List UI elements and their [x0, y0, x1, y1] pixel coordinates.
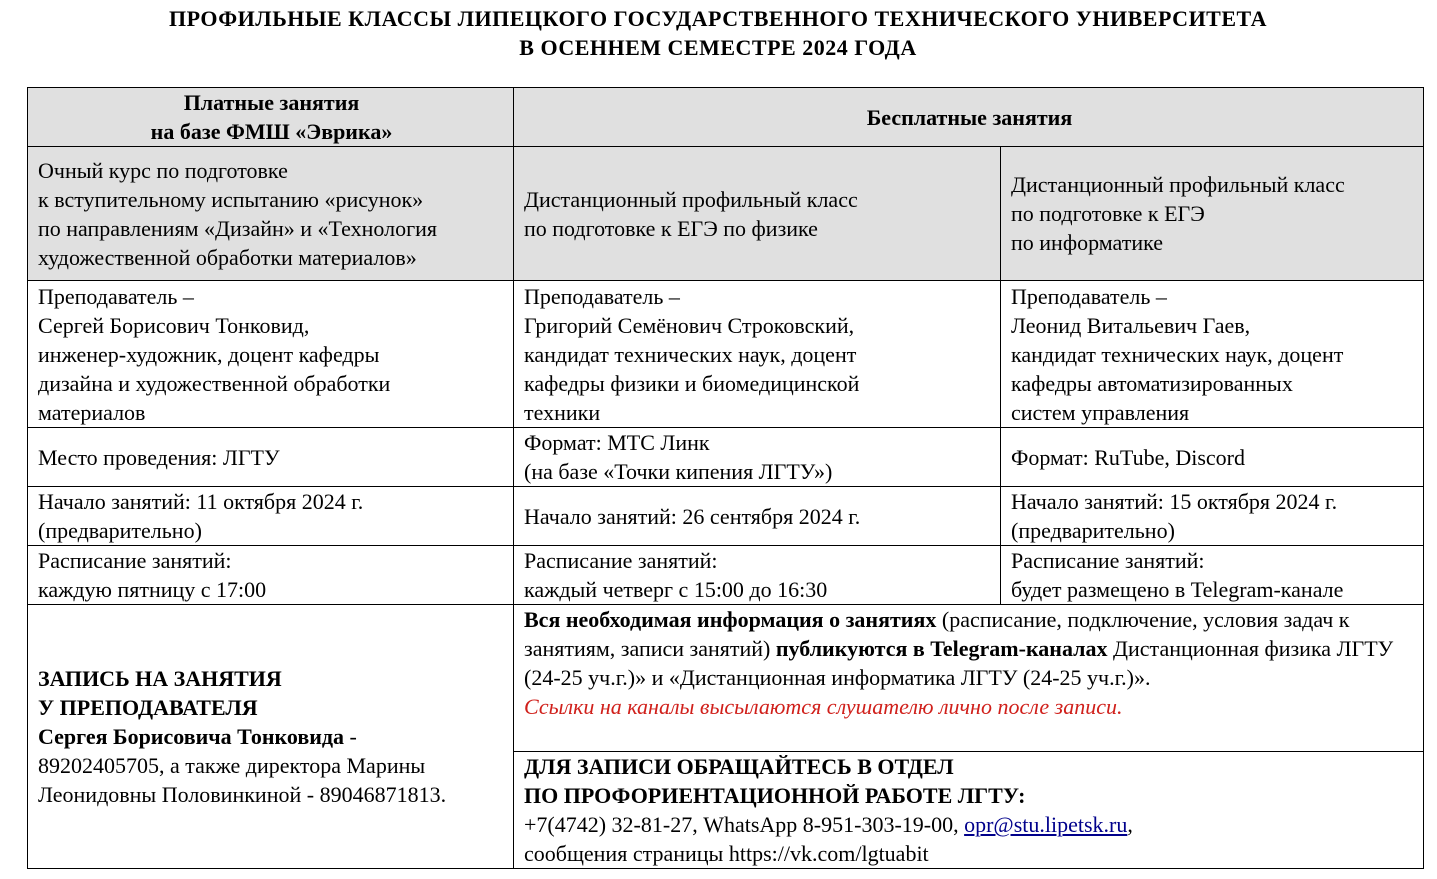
- venue-informatics: Формат: RuTube, Discord: [1001, 428, 1424, 487]
- paid-header-line-1: Платные занятия: [183, 90, 360, 115]
- info-cell: Вся необходимая информация о занятиях (расписание, подключение, условия задач к занятиям, записи занятий) публикуются в Telegram-каналах Дистанционная физика ЛГТУ (24-25 уч.г.)» и «Дистанционная информатика ЛГТУ (24-25 уч.г.)». Ссылки на каналы высылаются слушателю лично после записи.: [514, 605, 1424, 752]
- course-drawing: Очный курс по подготовке к вступительному испытанию «рисунок» по направлениям «Дизайн» и «Технология художественной обработки материалов»: [28, 147, 514, 281]
- course-row: [28, 147, 1424, 281]
- venue-row: [28, 428, 1424, 487]
- venue-drawing: Место проведения: ЛГТУ: [28, 428, 514, 487]
- contact-heading-1: ДЛЯ ЗАПИСИ ОБРАЩАЙТЕСЬ В ОТДЕЛ: [524, 754, 954, 779]
- course-physics: Дистанционный профильный класс по подготовке к ЕГЭ по физике: [514, 147, 1001, 281]
- contact-phones: +7(4742) 32-81-27, WhatsApp 8-951-303-19-00,: [524, 812, 965, 837]
- channel-links-note: Ссылки на каналы высылаются слушателю лично после записи.: [524, 694, 1123, 719]
- start-row: [28, 487, 1424, 546]
- enroll-heading-1: ЗАПИСЬ НА ЗАНЯТИЯ: [38, 666, 282, 691]
- title-line-1: ПРОФИЛЬНЫЕ КЛАССЫ ЛИПЕЦКОГО ГОСУДАРСТВЕННОГО ТЕХНИЧЕСКОГО УНИВЕРСИТЕТА: [168, 6, 1267, 31]
- classes-table: [27, 87, 1424, 869]
- teacher-row: [28, 281, 1424, 428]
- vk-contact: сообщения страницы https://vk.com/lgtuabit: [524, 841, 929, 866]
- schedule-informatics: Расписание занятий: будет размещено в Telegram-канале: [1001, 546, 1424, 605]
- paid-header-line-2: на базе ФМШ «Эврика»: [150, 119, 393, 144]
- contact-cell: ДЛЯ ЗАПИСИ ОБРАЩАЙТЕСЬ В ОТДЕЛ ПО ПРОФОРИЕНТАЦИОННОЙ РАБОТЕ ЛГТУ: +7(4742) 32-81-27, WhatsApp 8-951-303-19-00, opr@stu.lipetsk.ru, сообщения страницы https://vk.com/lgtuabit: [514, 752, 1424, 869]
- enroll-heading-2: У ПРЕПОДАВАТЕЛЯ: [38, 695, 258, 720]
- title-line-2: В ОСЕННЕМ СЕМЕСТРЕ 2024 ГОДА: [519, 35, 917, 60]
- enrollment-cell: [28, 605, 514, 869]
- header-row: [28, 88, 1424, 147]
- info-row: [28, 605, 1424, 752]
- contact-heading-2: ПО ПРОФОРИЕНТАЦИОННОЙ РАБОТЕ ЛГТУ:: [524, 783, 1026, 808]
- start-physics: Начало занятий: 26 сентября 2024 г.: [514, 487, 1001, 546]
- teacher-informatics: Преподаватель – Леонид Витальевич Гаев, кандидат технических наук, доцент кафедры автоматизированных систем управления: [1001, 281, 1424, 428]
- enroll-teacher-name: Сергея Борисовича Тонковида: [38, 724, 345, 749]
- schedule-drawing: Расписание занятий: каждую пятницу с 17:00: [28, 546, 514, 605]
- start-informatics: Начало занятий: 15 октября 2024 г. (предварительно): [1001, 487, 1424, 546]
- teacher-physics: Преподаватель – Григорий Семёнович Строковский, кандидат технических наук, доцент кафедры физики и биомедицинской техники: [514, 281, 1001, 428]
- course-informatics: Дистанционный профильный класс по подготовке к ЕГЭ по информатике: [1001, 147, 1424, 281]
- document-title: [0, 4, 1437, 62]
- email-link[interactable]: opr@stu.lipetsk.ru: [964, 812, 1128, 837]
- teacher-drawing: Преподаватель – Сергей Борисович Тонковид, инженер-художник, доцент кафедры дизайна и художественной обработки материалов: [28, 281, 514, 428]
- start-drawing: Начало занятий: 11 октября 2024 г. (предварительно): [28, 487, 514, 546]
- enroll-contacts: - 89202405705, а также директора Марины Леонидовны Половинкиной - 89046871813.: [38, 724, 447, 807]
- venue-physics: Формат: МТС Линк (на базе «Точки кипения ЛГТУ»): [514, 428, 1001, 487]
- schedule-row: [28, 546, 1424, 605]
- free-header: Бесплатные занятия: [514, 88, 1424, 147]
- paid-header: [28, 88, 514, 147]
- schedule-physics: Расписание занятий: каждый четверг с 15:00 до 16:30: [514, 546, 1001, 605]
